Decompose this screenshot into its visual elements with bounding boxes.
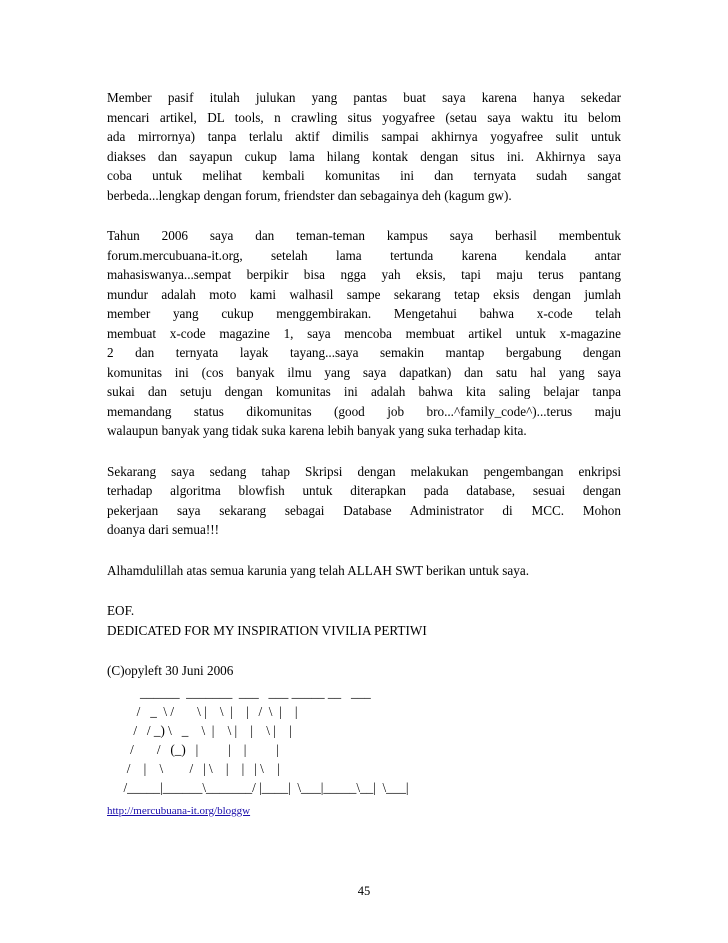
text-line: forum.mercubuana-it.org, setelah lama tertunda karena kendala antar	[107, 247, 621, 263]
text-line: membuat x-code magazine 1, saya mencoba membuat artikel untuk x-magazine	[107, 325, 621, 341]
thanks-paragraph	[107, 561, 621, 581]
copyleft-line: (C)opyleft 30 Juni 2006	[107, 663, 234, 678]
text-line: mundur adalah moto kami walhasil sampe sekarang tetap eksis dengan jumlah	[107, 286, 621, 302]
paragraph-tahun-2006	[107, 226, 621, 441]
text-line: coba untuk melihat kembali komunitas ini dan ternyata sudah sangat	[107, 168, 621, 183]
text-line: Tahun 2006 saya dan teman-teman kampus saya berhasil membentuk	[107, 228, 621, 243]
dedication-line: DEDICATED FOR MY INSPIRATION VIVILIA PERTIWI	[107, 622, 427, 638]
text-line: mahasiswanya...sempat berpikir bisa ngga yah eksis, tapi maju terus pantang	[107, 267, 621, 282]
text-line: diakses dan sayapun cukup lama hilang kontak dengan situs ini. Akhirnya saya	[107, 148, 621, 164]
text-line: terhadap algoritma blowfish untuk diterapkan pada database, sesuai dengan	[107, 483, 621, 498]
dedication-block	[107, 601, 621, 640]
text-line: berbeda...lengkap dengan forum, friendster dan sebagainya deh (kagum gw).	[107, 187, 512, 203]
blog-link[interactable]: http://mercubuana-it.org/bloggw	[107, 804, 251, 817]
text-line: komunitas ini (cos banyak ilmu yang saya dapatkan) dan satu hal yang saya	[107, 364, 621, 380]
text-line: mencari artikel, DL tools, n crawling situs yogyafree (setau saya waktu itu belom	[107, 109, 621, 125]
ascii-art-logo: ______ _______ ___ ___ _____ __ ___ / _ \ / \ | \ | | / \ | | / / _) \ _ \ | \ | | \ | | / / (_) | | | | / | \ / | \ | | | \ | /_____|______\_______/ |____| \___|_____\__| \___|	[123, 684, 409, 795]
page-number: 45	[357, 884, 371, 898]
text-line: doanya dari semua!!!	[107, 522, 220, 537]
text-line: 2 dan ternyata layak tayang...saya semakin mantap bergabung dengan	[107, 345, 621, 360]
thanks-line: Alhamdulillah atas semua karunia yang telah ALLAH SWT berikan untuk saya.	[107, 562, 530, 578]
eof-line: EOF.	[107, 603, 135, 618]
text-line: walaupun banyak yang tidak suka karena lebih banyak yang suka terhadap kita.	[107, 423, 527, 438]
text-line: Sekarang saya sedang tahap Skripsi dengan melakukan pengembangan enkripsi	[107, 463, 621, 479]
paragraph-skripsi	[107, 462, 621, 540]
text-line: ada mirrornya) tanpa terlalu aktif dimilis sampai akhirnya yogyafree sulit untuk	[107, 129, 621, 144]
text-line: memandang status dikomunitas (good job bro...^family_code^)...terus maju	[107, 403, 621, 419]
text-line: sukai dan setuju dengan komunitas ini adalah bahwa kita saling belajar tanpa	[107, 384, 621, 399]
text-line: Member pasif itulah julukan yang pantas buat saya karena hanya sekedar	[107, 90, 621, 105]
signature-block	[107, 661, 621, 819]
text-line: pekerjaan saya sekarang sebagai Database Administrator di MCC. Mohon	[107, 502, 621, 518]
text-line: member yang cukup menggembirakan. Mengetahui bahwa x-code telah	[107, 306, 621, 321]
document-body	[107, 88, 621, 819]
paragraph-member-pasif	[107, 88, 621, 205]
